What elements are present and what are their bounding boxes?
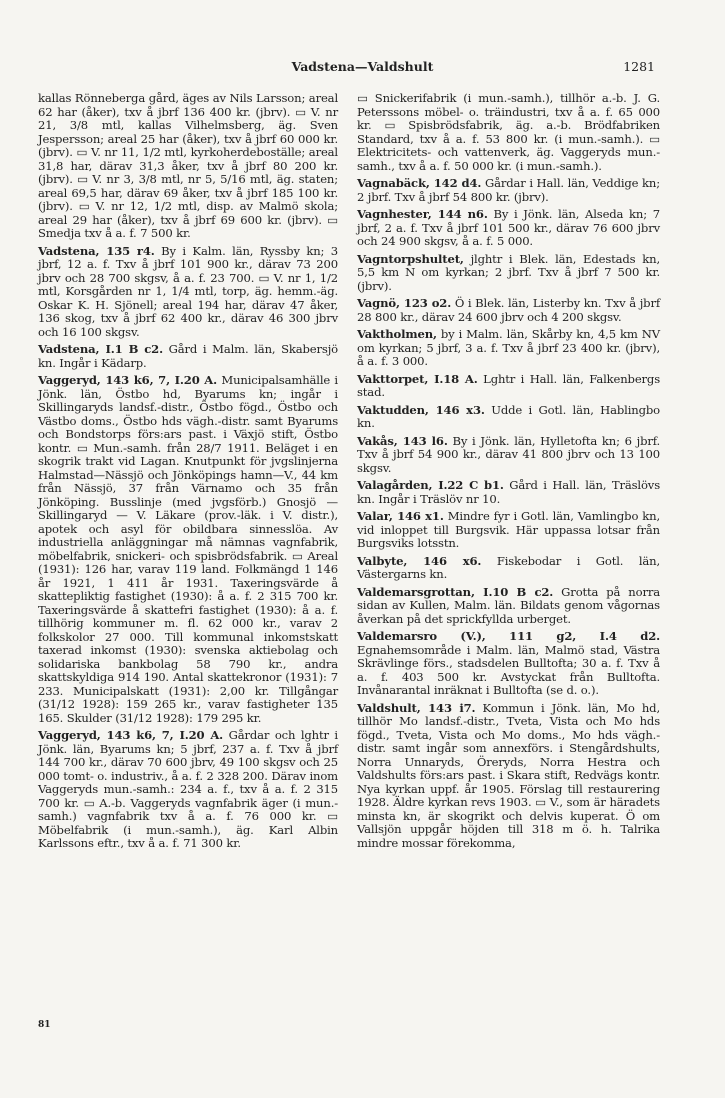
signature-mark: 81 [38, 1020, 51, 1030]
dictionary-entry [357, 435, 660, 476]
dictionary-entry [357, 479, 660, 506]
entry-headword: Valdemarsgrottan, I.10 B c2. [357, 584, 554, 599]
entry-headword: Vagnhester, 144 n6. [357, 207, 488, 221]
entry-headword: Vaktudden, 146 x3. [357, 402, 485, 417]
dictionary-entry [38, 245, 338, 340]
dictionary-entry [357, 702, 660, 851]
entry-headword: Vagnö, 123 o2. [357, 296, 452, 310]
entry-text: Grotta på norra sidan av Kullen, Malm. län. Bildats genom vågornas åverkan på det sprickfyllda urberget. [357, 584, 660, 626]
entry-text: By i Jönk. län, Hylletofta kn; 6 jbrf. Txv å jbrf 54 900 kr., därav 41 800 jbrv och 13 100 skgsv. [357, 433, 661, 475]
entry-text: Municipalsamhälle i Jönk. län, Östbo hd, Byarums kn; ingår i Skillingaryds landsf.-distr., Östbo fögd., Östbo och Västbo doms., Östbo hds vägh.-distr. samt Byarums och Bondstorps förs:ars past. i Växjö stift, Östbo kontr. ▭ Mun.-samh. från 28/7 1911. Beläget i en skogrik trakt vid Lagan. Knutpunkt för jvgslinjerna Halmstad—Nässjö och Jönköpings hamn—V., 44 km från Nässjö, 37 från Värnamo och 35 från Jönköping. Busslinje (med jvgsförb.) Gnosjö — Skillingaryd — V. Läkare (prov.-läk. i V. distr.), apotek och asyl för obildbara sinnesslöa. Av industriella anläggningar må nämnas vagnfabrik, möbelfabrik, snickeri- och spisbrödsfabrik. ▭ Areal (1931): 126 har, varav 119 land. Folkmängd 1 146 år 1921, 1 411 år 1931. Taxeringsvärde å skattepliktig fastighet (1930): å a. f. 2 315 700 kr. Taxeringsvärde å skattefri fastighet (1930): å a. f. tillhörig kommuner m. fl. 62 000 kr., varav 2 folkskolor 27 000. Till kommunal inkomstskatt taxerad inkomst (1930): svenska aktiebolag och solidariska bankbolag 58 790 kr., andra skattskyldiga 914 190. Antal skattekronor (1931): 7 233. Municipalskatt (1931): 2,00 kr. Tillgångar (31/12 1928): 159 265 kr., varav fastigheter 135 165. Skulder (31/12 1928): 179 295 kr. [38, 373, 338, 725]
entry-text: Kommun i Jönk. län, Mo hd, tillhör Mo landsf.-distr., Tveta, Vista och Mo hds fögd., Tveta, Vista och Mo doms., Mo hds vägh.-distr. samt ingår som annexförs. i Stengårdshults, Norra Unnaryds, Öreryds, Norra Hestra och Valdshults förs:ars past. i Skara stift, Redvägs kontr. Nya kyrkan uppf. år 1905. Förslag till restaurering 1928. Äldre kyrkan revs 1903. ▭ V., som är häradets minsta kn, är skogrikt och delvis kuperat. Ö om Vallsjön uppgår höjden till 318 m ö. h. Talrika mindre mossar förekomma, [357, 700, 660, 850]
entry-headword: Vaggeryd, 143 k6, 7, I.20 A. [38, 373, 218, 387]
entry-text: ▭ Snickerifabrik (i mun.-samh.), tillhör a.-b. J. G. Peterssons möbel- o. träindustri, txv å a. f. 65 000 kr. ▭ Spisbrödsfabrik, äg. a.-b. Brödfabriken Standard, txv å a. f. 53 800 kr. (i mun.-samh.). ▭ Elektricitets- och vattenverk, äg. Vaggeryds mun.-samh., txv å a. f. 50 000 kr. (i mun.-samh.). [357, 91, 660, 173]
entry-headword: Vaggeryd, 143 k6, 7, I.20 A. [38, 728, 224, 742]
left-column [38, 92, 338, 855]
dictionary-entry [357, 297, 660, 324]
dictionary-entry [38, 92, 338, 241]
entry-headword: Valar, 146 x1. [357, 509, 444, 523]
dictionary-entry [357, 92, 660, 173]
entry-headword: Valbyte, 146 x6. [357, 553, 482, 568]
entry-headword: Vagntorpshultet, [357, 251, 464, 266]
entry-text: Ö i Blek. län, Listerby kn. Txv å jbrf 28 800 kr., därav 24 600 jbrv och 4 200 skgsv. [357, 296, 660, 324]
entry-text: Gård i Hall. län, Träslövs kn. Ingår i Träslöv nr 10. [357, 478, 661, 506]
entry-text: by i Malm. län, Skårby kn, 4,5 km NV om kyrkan; 5 jbrf, 3 a. f. Txv å jbrf 23 400 kr. (jbrv), å a. f. 3 000. [357, 327, 660, 368]
entry-text: Fiskebodar i Gotl. län, Västergarns kn. [357, 553, 660, 581]
entry-headword: Valdemarsro (V.), 111 g2, I.4 d2. [357, 629, 660, 643]
entry-headword: Vadstena, I.1 B c2. [38, 342, 163, 356]
entry-headword: Vadstena, 135 r4. [38, 243, 155, 258]
entry-text: Mindre fyr i Gotl. län, Vamlingbo kn, vid inloppet till Burgsvik. Här uppassa lotsar från Burgsviks lotsstn. [357, 509, 660, 550]
dictionary-entry [357, 555, 660, 582]
dictionary-entry [38, 343, 338, 370]
entry-text: Udde i Gotl. län, Hablingbo kn. [357, 402, 660, 430]
entry-text: Gårdar i Hall. län, Veddige kn; 2 jbrf. Txv å jbrf 54 800 kr. (jbrv). [357, 176, 660, 204]
entry-text: jlghtr i Blek. län, Edestads kn, 5,5 km N om kyrkan; 2 jbrf. Txv å jbrf 7 500 kr. (jbrv). [357, 251, 660, 293]
entry-headword: Valagården, I.22 C b1. [357, 478, 504, 492]
page-number: 1281 [623, 59, 655, 74]
entry-text: Gård i Malm. län, Skabersjö kn. Ingår i Kädarp. [38, 342, 338, 370]
dictionary-entry [357, 328, 660, 369]
running-title: Vadstena—Valdshult [291, 59, 434, 74]
dictionary-entry [357, 404, 660, 431]
dictionary-entry [357, 373, 660, 400]
dictionary-entry [38, 374, 338, 725]
entry-headword: Vakttorpet, I.18 A. [357, 371, 478, 386]
entry-text: Lghtr i Hall. län, Falkenbergs stad. [357, 371, 660, 399]
dictionary-entry [38, 729, 338, 851]
dictionary-entry [357, 208, 660, 249]
entry-headword: Vakås, 143 l6. [357, 433, 448, 448]
entry-text: By i Kalm. län, Ryssby kn; 3 jbrf, 12 a. f. Txv å jbrf 101 900 kr., därav 73 200 jbrv och 28 700 skgsv, å a. f. 23 700. ▭ V. nr 1, 1/2 mtl, Korsgården nr 1, 1/4 mtl, torp, äg. hemm.-äg. Oskar K. H. Sjönell; areal 194 har, därav 47 åker, 136 skog, txv å jbrf 62 400 kr., därav 46 300 jbrv och 16 100 skgsv. [38, 243, 338, 339]
dictionary-entry [357, 177, 660, 204]
entry-text: By i Jönk. län, Alseda kn; 7 jbrf, 2 a. f. Txv å jbrf 101 500 kr., därav 76 600 jbrv och 24 900 skgsv, å a. f. 5 000. [357, 207, 660, 248]
page-header [0, 58, 725, 78]
entry-headword: Vaktholmen, [357, 327, 437, 341]
entry-headword: Vagnabäck, 142 d4. [357, 176, 482, 190]
entry-headword: Valdshult, 143 i7. [357, 700, 476, 715]
entry-text: Gårdar och lghtr i Jönk. län, Byarums kn; 5 jbrf, 237 a. f. Txv å jbrf 144 700 kr., därav 70 600 jbrv, 49 100 skgsv och 25 000 tomt- o. industriv., å a. f. 2 328 200. Därav inom Vaggeryds mun.-samh.: 234 a. f., txv å a. f. 2 315 700 kr. ▭ A.-b. Vaggeryds vagnfabrik äger (i mun.-samh.) vagnfabrik txv å a. f. 76 000 kr. ▭ Möbelfabrik (i mun.-samh.), äg. Karl Albin Karlssons eftr., txv å a. f. 71 300 kr. [38, 728, 338, 850]
dictionary-entry [357, 510, 660, 551]
dictionary-entry [357, 586, 660, 627]
entry-text: Egnahemsområde i Malm. län, Malmö stad, Västra Skrävlinge förs., stadsdelen Bulltofta; 30 a. f. Txv å a. f. 403 500 kr. Avstyckat från Bulltofta. Invånarantal inräknat i Bulltofta (se d. o.). [357, 642, 660, 697]
right-column [357, 92, 660, 854]
dictionary-entry [357, 630, 660, 698]
entry-text: kallas Rönneberga gård, äges av Nils Larsson; areal 62 har (åker), txv å jbrf 136 400 kr. (jbrv). ▭ V. nr 21, 3/8 mtl, kallas Vilhelmsberg, äg. Sven Jespersson; areal 25 har (åker), txv å jbrf 60 000 kr. (jbrv). ▭ V. nr 11, 1/2 mtl, kyrkoherdeboställe; areal 31,8 har, därav 31,3 åker, txv å jbrf 80 200 kr. (jbrv). ▭ V. nr 3, 3/8 mtl, nr 5, 5/16 mtl, äg. staten; areal 69,5 har, därav 69 åker, txv å jbrf 185 100 kr. (jbrv). ▭ V. nr 12, 1/2 mtl, disp. av Malmö skola; areal 29 har (åker), txv å jbrf 69 600 kr. (jbrv). ▭ Smedja txv å a. f. 7 500 kr. [38, 91, 338, 240]
dictionary-entry [357, 253, 660, 294]
